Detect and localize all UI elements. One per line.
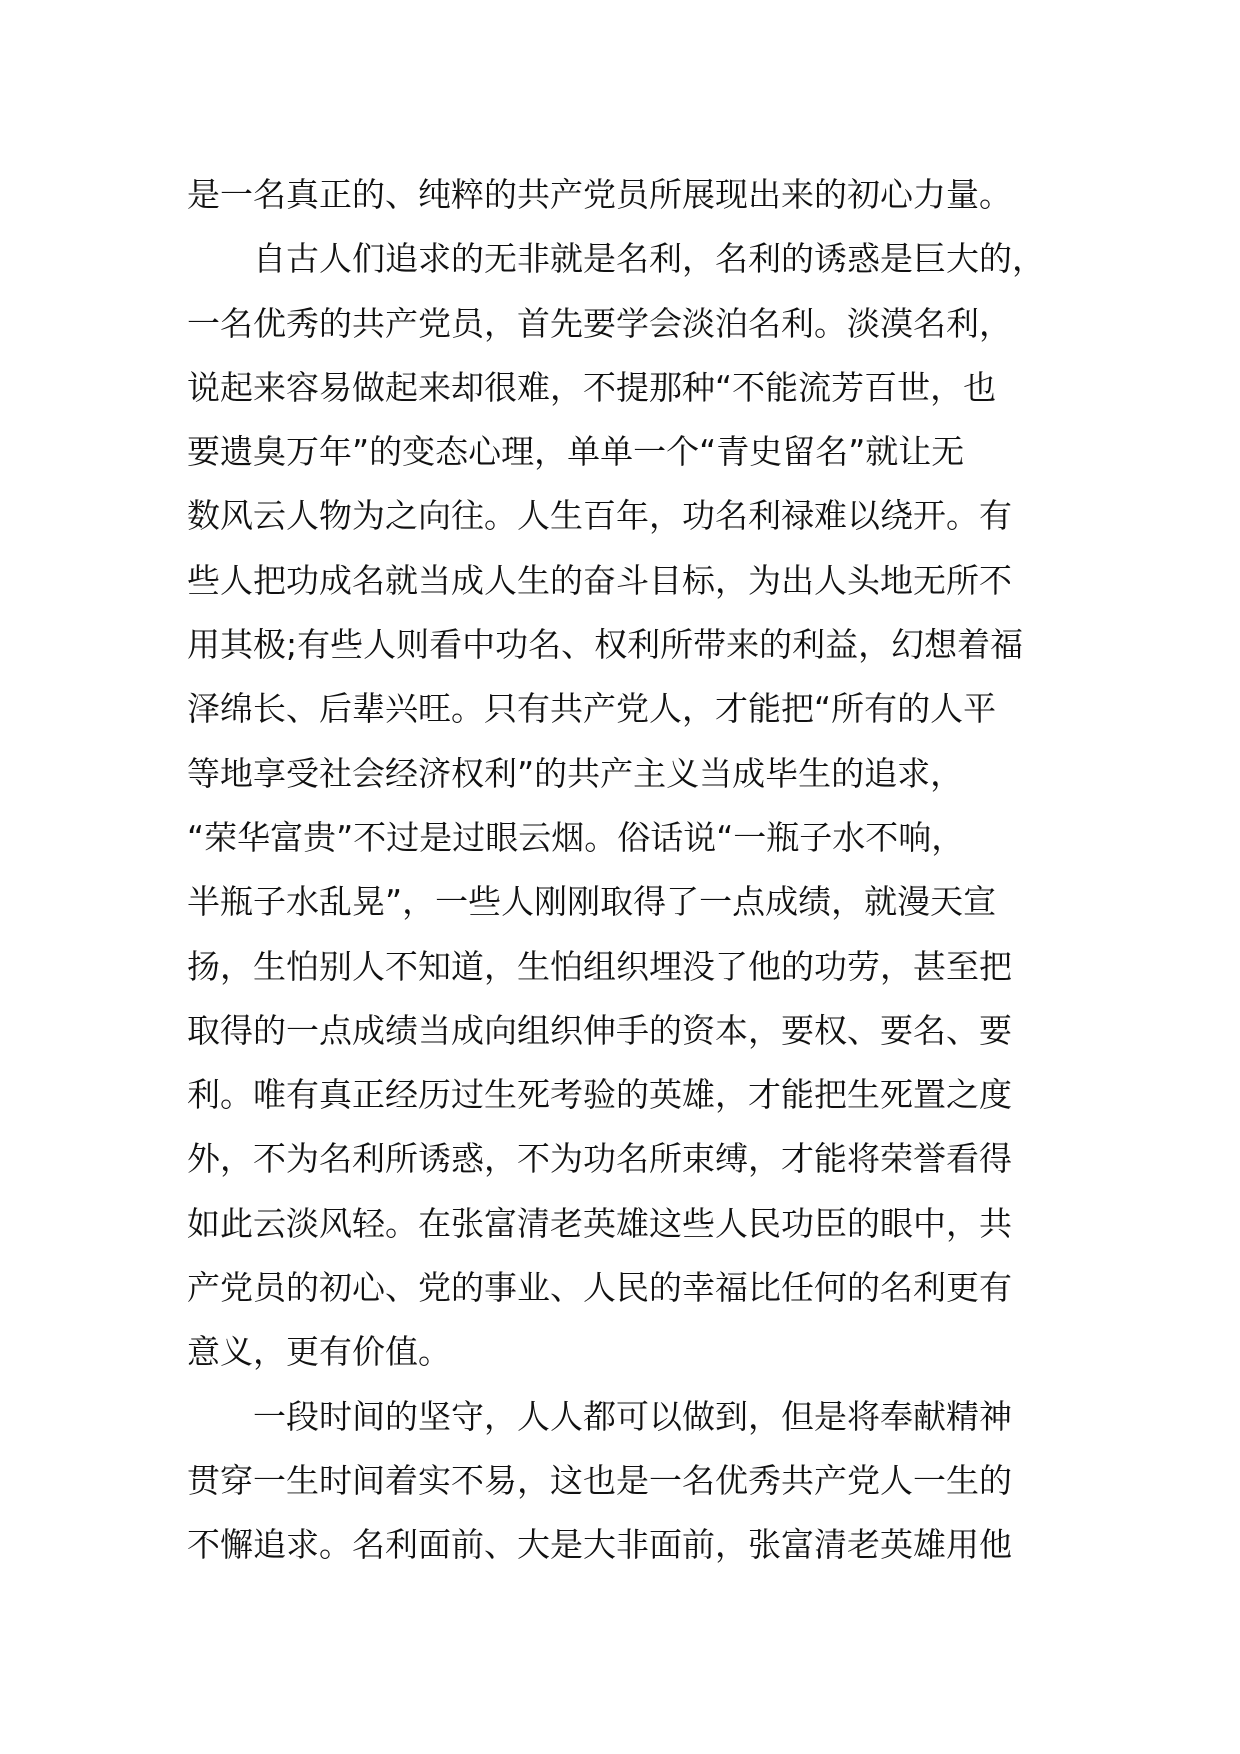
text-line: 意义，更有价值。 — [187, 1332, 451, 1372]
text-line: 不懈追求。名利面前、大是大非面前，张富清老英雄用他 — [187, 1525, 1012, 1565]
text-line: 一名优秀的共产党员，首先要学会淡泊名利。淡漠名利， — [187, 303, 1012, 343]
text-line: 如此云淡风轻。在张富清老英雄这些人民功臣的眼中，共 — [187, 1203, 1012, 1243]
text-line: 说起来容易做起来却很难，不提那种“不能流芳百世，也 — [187, 367, 997, 407]
text-line: 泽绵长、后辈兴旺。只有共产党人，才能把“所有的人平 — [187, 689, 997, 729]
text-line: 数风云人物为之向往。人生百年，功名利禄难以绕开。有 — [187, 496, 1012, 536]
text-line: 产党员的初心、党的事业、人民的幸福比任何的名利更有 — [187, 1268, 1012, 1308]
text-line: 半瓶子水乱晃”，一些人刚刚取得了一点成绩，就漫天宣 — [187, 882, 997, 922]
text-line: 利。唯有真正经历过生死考验的英雄，才能把生死置之度 — [187, 1075, 1012, 1115]
text-line: 取得的一点成绩当成向组织伸手的资本，要权、要名、要 — [187, 1010, 1012, 1050]
text-line: “荣华富贵”不过是过眼云烟。俗话说“一瓶子水不响， — [187, 817, 965, 857]
text-line: 是一名真正的、纯粹的共产党员所展现出来的初心力量。 — [187, 175, 1012, 214]
text-line: 扬，生怕别人不知道，生怕组织埋没了他的功劳，甚至把 — [187, 946, 1012, 986]
text-line: 一段时间的坚守，人人都可以做到，但是将奉献精神 — [253, 1396, 1012, 1436]
text-line: 用其极;有些人则看中功名、权利所带来的利益，幻想着福 — [187, 625, 1024, 665]
body-text — [187, 163, 1067, 1578]
text-line: 外，不为名利所诱惑，不为功名所束缚，才能将荣誉看得 — [187, 1139, 1012, 1179]
text-line: 要遗臭万年”的变态心理，单单一个“青史留名”就让无 — [187, 432, 965, 472]
text-line: 些人把功成名就当成人生的奋斗目标，为出人头地无所不 — [187, 560, 1012, 600]
text-line: 等地享受社会经济权利”的共产主义当成毕生的追求， — [187, 753, 964, 793]
text-line: 自古人们追求的无非就是名利，名利的诱惑是巨大的， — [253, 239, 1045, 279]
text-line: 贯穿一生时间着实不易，这也是一名优秀共产党人一生的 — [187, 1460, 1012, 1500]
